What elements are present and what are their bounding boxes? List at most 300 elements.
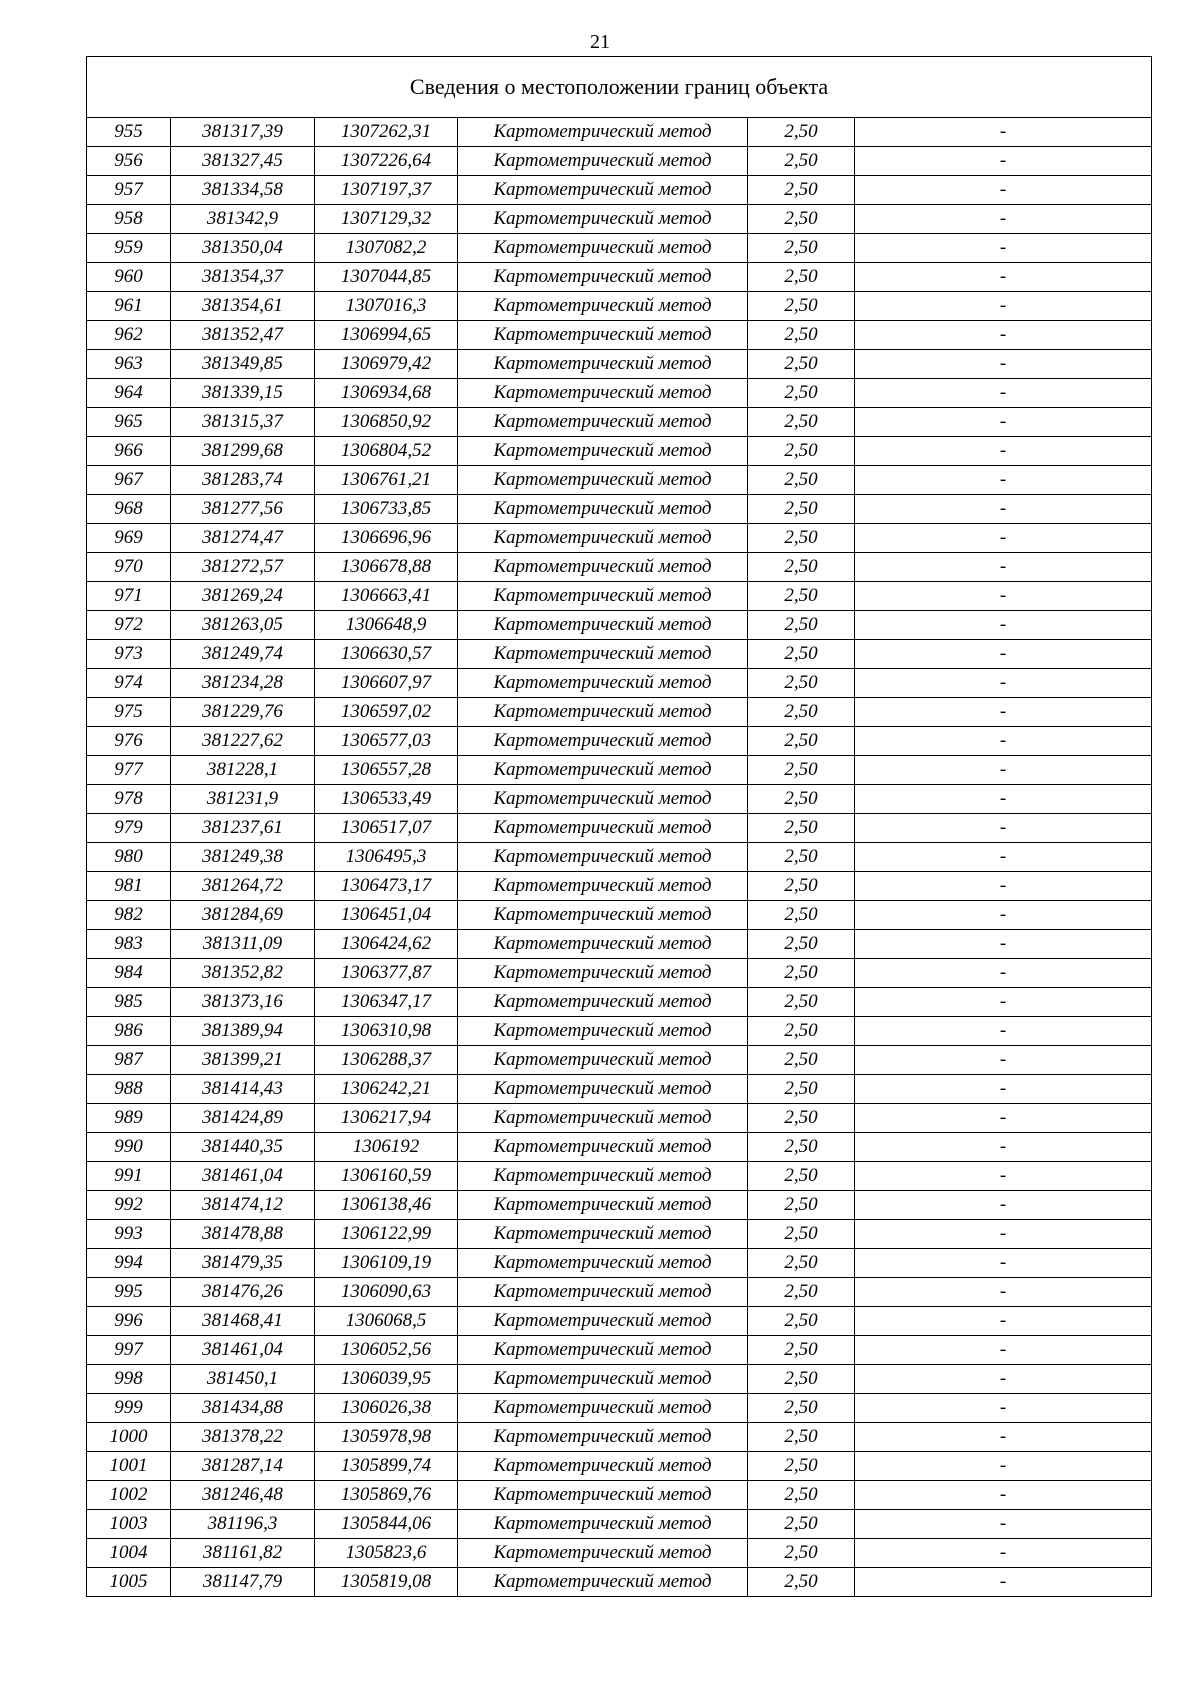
- point-number-cell: 961: [87, 292, 171, 321]
- accuracy-cell: 2,50: [748, 1278, 855, 1307]
- accuracy-cell: 2,50: [748, 1220, 855, 1249]
- x-coordinate-cell: 381311,09: [171, 930, 315, 959]
- accuracy-cell: 2,50: [748, 669, 855, 698]
- x-coordinate-cell: 381249,74: [171, 640, 315, 669]
- table-row: [87, 611, 1152, 640]
- point-number-cell: 996: [87, 1307, 171, 1336]
- table-row: [87, 1394, 1152, 1423]
- method-cell: Картометрический метод: [458, 1278, 748, 1307]
- description-cell: -: [855, 1394, 1152, 1423]
- y-coordinate-cell: 1305899,74: [315, 1452, 458, 1481]
- table-row: [87, 930, 1152, 959]
- x-coordinate-cell: 381352,47: [171, 321, 315, 350]
- point-number-cell: 958: [87, 205, 171, 234]
- method-cell: Картометрический метод: [458, 843, 748, 872]
- point-number-cell: 978: [87, 785, 171, 814]
- x-coordinate-cell: 381246,48: [171, 1481, 315, 1510]
- description-cell: -: [855, 553, 1152, 582]
- description-cell: -: [855, 756, 1152, 785]
- method-cell: Картометрический метод: [458, 930, 748, 959]
- table-row: [87, 1336, 1152, 1365]
- x-coordinate-cell: 381339,15: [171, 379, 315, 408]
- method-cell: Картометрический метод: [458, 437, 748, 466]
- description-cell: -: [855, 930, 1152, 959]
- description-cell: -: [855, 582, 1152, 611]
- x-coordinate-cell: 381389,94: [171, 1017, 315, 1046]
- table-row: [87, 1017, 1152, 1046]
- accuracy-cell: 2,50: [748, 1510, 855, 1539]
- x-coordinate-cell: 381478,88: [171, 1220, 315, 1249]
- y-coordinate-cell: 1306451,04: [315, 901, 458, 930]
- method-cell: Картометрический метод: [458, 350, 748, 379]
- method-cell: Картометрический метод: [458, 234, 748, 263]
- description-cell: -: [855, 292, 1152, 321]
- method-cell: Картометрический метод: [458, 1017, 748, 1046]
- x-coordinate-cell: 381272,57: [171, 553, 315, 582]
- x-coordinate-cell: 381334,58: [171, 176, 315, 205]
- accuracy-cell: 2,50: [748, 1191, 855, 1220]
- method-cell: Картометрический метод: [458, 959, 748, 988]
- accuracy-cell: 2,50: [748, 959, 855, 988]
- point-number-cell: 962: [87, 321, 171, 350]
- table-row: [87, 785, 1152, 814]
- description-cell: -: [855, 1249, 1152, 1278]
- description-cell: -: [855, 1075, 1152, 1104]
- table-row: [87, 843, 1152, 872]
- table-row: [87, 1510, 1152, 1539]
- y-coordinate-cell: 1305844,06: [315, 1510, 458, 1539]
- y-coordinate-cell: 1306310,98: [315, 1017, 458, 1046]
- description-cell: -: [855, 640, 1152, 669]
- table-row: [87, 959, 1152, 988]
- x-coordinate-cell: 381315,37: [171, 408, 315, 437]
- method-cell: Картометрический метод: [458, 640, 748, 669]
- point-number-cell: 987: [87, 1046, 171, 1075]
- description-cell: -: [855, 1133, 1152, 1162]
- table-row: [87, 176, 1152, 205]
- point-number-cell: 965: [87, 408, 171, 437]
- x-coordinate-cell: 381231,9: [171, 785, 315, 814]
- table-row: [87, 872, 1152, 901]
- description-cell: -: [855, 1191, 1152, 1220]
- point-number-cell: 955: [87, 118, 171, 147]
- method-cell: Картометрический метод: [458, 263, 748, 292]
- x-coordinate-cell: 381354,37: [171, 263, 315, 292]
- table-row: [87, 553, 1152, 582]
- point-number-cell: 992: [87, 1191, 171, 1220]
- x-coordinate-cell: 381327,45: [171, 147, 315, 176]
- y-coordinate-cell: 1306424,62: [315, 930, 458, 959]
- y-coordinate-cell: 1306217,94: [315, 1104, 458, 1133]
- point-number-cell: 970: [87, 553, 171, 582]
- description-cell: -: [855, 379, 1152, 408]
- point-number-cell: 969: [87, 524, 171, 553]
- accuracy-cell: 2,50: [748, 901, 855, 930]
- accuracy-cell: 2,50: [748, 1307, 855, 1336]
- table-row: [87, 1481, 1152, 1510]
- description-cell: -: [855, 1452, 1152, 1481]
- y-coordinate-cell: 1306377,87: [315, 959, 458, 988]
- point-number-cell: 999: [87, 1394, 171, 1423]
- accuracy-cell: 2,50: [748, 147, 855, 176]
- point-number-cell: 990: [87, 1133, 171, 1162]
- x-coordinate-cell: 381249,38: [171, 843, 315, 872]
- table-row: [87, 524, 1152, 553]
- description-cell: -: [855, 524, 1152, 553]
- y-coordinate-cell: 1306039,95: [315, 1365, 458, 1394]
- table-row: [87, 582, 1152, 611]
- point-number-cell: 960: [87, 263, 171, 292]
- point-number-cell: 974: [87, 669, 171, 698]
- point-number-cell: 972: [87, 611, 171, 640]
- x-coordinate-cell: 381440,35: [171, 1133, 315, 1162]
- y-coordinate-cell: 1306068,5: [315, 1307, 458, 1336]
- table-row: [87, 408, 1152, 437]
- x-coordinate-cell: 381352,82: [171, 959, 315, 988]
- point-number-cell: 983: [87, 930, 171, 959]
- y-coordinate-cell: 1307197,37: [315, 176, 458, 205]
- point-number-cell: 986: [87, 1017, 171, 1046]
- description-cell: -: [855, 408, 1152, 437]
- y-coordinate-cell: 1305978,98: [315, 1423, 458, 1452]
- y-coordinate-cell: 1306557,28: [315, 756, 458, 785]
- method-cell: Картометрический метод: [458, 1452, 748, 1481]
- method-cell: Картометрический метод: [458, 176, 748, 205]
- point-number-cell: 956: [87, 147, 171, 176]
- accuracy-cell: 2,50: [748, 205, 855, 234]
- x-coordinate-cell: 381287,14: [171, 1452, 315, 1481]
- description-cell: -: [855, 1220, 1152, 1249]
- method-cell: Картометрический метод: [458, 205, 748, 234]
- description-cell: -: [855, 118, 1152, 147]
- table-row: [87, 1423, 1152, 1452]
- table-row: [87, 727, 1152, 756]
- method-cell: Картометрический метод: [458, 1104, 748, 1133]
- y-coordinate-cell: 1306994,65: [315, 321, 458, 350]
- description-cell: -: [855, 959, 1152, 988]
- x-coordinate-cell: 381284,69: [171, 901, 315, 930]
- description-cell: -: [855, 872, 1152, 901]
- x-coordinate-cell: 381350,04: [171, 234, 315, 263]
- accuracy-cell: 2,50: [748, 263, 855, 292]
- accuracy-cell: 2,50: [748, 640, 855, 669]
- point-number-cell: 993: [87, 1220, 171, 1249]
- x-coordinate-cell: 381161,82: [171, 1539, 315, 1568]
- method-cell: Картометрический метод: [458, 1220, 748, 1249]
- accuracy-cell: 2,50: [748, 785, 855, 814]
- point-number-cell: 998: [87, 1365, 171, 1394]
- description-cell: -: [855, 1568, 1152, 1597]
- y-coordinate-cell: 1306192: [315, 1133, 458, 1162]
- description-cell: -: [855, 1365, 1152, 1394]
- method-cell: Картометрический метод: [458, 495, 748, 524]
- point-number-cell: 979: [87, 814, 171, 843]
- point-number-cell: 973: [87, 640, 171, 669]
- description-cell: -: [855, 1539, 1152, 1568]
- method-cell: Картометрический метод: [458, 466, 748, 495]
- method-cell: Картометрический метод: [458, 756, 748, 785]
- table-row: [87, 1191, 1152, 1220]
- method-cell: Картометрический метод: [458, 1307, 748, 1336]
- x-coordinate-cell: 381424,89: [171, 1104, 315, 1133]
- point-number-cell: 971: [87, 582, 171, 611]
- accuracy-cell: 2,50: [748, 524, 855, 553]
- table-row: [87, 1162, 1152, 1191]
- method-cell: Картометрический метод: [458, 814, 748, 843]
- point-number-cell: 1002: [87, 1481, 171, 1510]
- table-row: [87, 466, 1152, 495]
- description-cell: -: [855, 147, 1152, 176]
- x-coordinate-cell: 381349,85: [171, 350, 315, 379]
- y-coordinate-cell: 1306090,63: [315, 1278, 458, 1307]
- point-number-cell: 1004: [87, 1539, 171, 1568]
- table-row: [87, 1278, 1152, 1307]
- y-coordinate-cell: 1307262,31: [315, 118, 458, 147]
- accuracy-cell: 2,50: [748, 466, 855, 495]
- accuracy-cell: 2,50: [748, 843, 855, 872]
- accuracy-cell: 2,50: [748, 118, 855, 147]
- y-coordinate-cell: 1306648,9: [315, 611, 458, 640]
- method-cell: Картометрический метод: [458, 524, 748, 553]
- x-coordinate-cell: 381461,04: [171, 1162, 315, 1191]
- y-coordinate-cell: 1306026,38: [315, 1394, 458, 1423]
- y-coordinate-cell: 1306850,92: [315, 408, 458, 437]
- x-coordinate-cell: 381414,43: [171, 1075, 315, 1104]
- x-coordinate-cell: 381283,74: [171, 466, 315, 495]
- point-number-cell: 968: [87, 495, 171, 524]
- x-coordinate-cell: 381228,1: [171, 756, 315, 785]
- method-cell: Картометрический метод: [458, 785, 748, 814]
- x-coordinate-cell: 381476,26: [171, 1278, 315, 1307]
- accuracy-cell: 2,50: [748, 1423, 855, 1452]
- table-row: [87, 321, 1152, 350]
- accuracy-cell: 2,50: [748, 437, 855, 466]
- y-coordinate-cell: 1306804,52: [315, 437, 458, 466]
- description-cell: -: [855, 785, 1152, 814]
- point-number-cell: 989: [87, 1104, 171, 1133]
- method-cell: Картометрический метод: [458, 1162, 748, 1191]
- y-coordinate-cell: 1306495,3: [315, 843, 458, 872]
- accuracy-cell: 2,50: [748, 234, 855, 263]
- table-row: [87, 640, 1152, 669]
- accuracy-cell: 2,50: [748, 1568, 855, 1597]
- accuracy-cell: 2,50: [748, 350, 855, 379]
- y-coordinate-cell: 1307129,32: [315, 205, 458, 234]
- y-coordinate-cell: 1307016,3: [315, 292, 458, 321]
- method-cell: Картометрический метод: [458, 1423, 748, 1452]
- description-cell: -: [855, 350, 1152, 379]
- method-cell: Картометрический метод: [458, 872, 748, 901]
- method-cell: Картометрический метод: [458, 1365, 748, 1394]
- description-cell: -: [855, 698, 1152, 727]
- method-cell: Картометрический метод: [458, 698, 748, 727]
- description-cell: -: [855, 1046, 1152, 1075]
- point-number-cell: 994: [87, 1249, 171, 1278]
- description-cell: -: [855, 263, 1152, 292]
- x-coordinate-cell: 381299,68: [171, 437, 315, 466]
- x-coordinate-cell: 381277,56: [171, 495, 315, 524]
- point-number-cell: 997: [87, 1336, 171, 1365]
- y-coordinate-cell: 1306678,88: [315, 553, 458, 582]
- y-coordinate-cell: 1305819,08: [315, 1568, 458, 1597]
- table-row: [87, 263, 1152, 292]
- method-cell: Картометрический метод: [458, 901, 748, 930]
- x-coordinate-cell: 381196,3: [171, 1510, 315, 1539]
- method-cell: Картометрический метод: [458, 1481, 748, 1510]
- table-row: [87, 756, 1152, 785]
- table-row: [87, 1307, 1152, 1336]
- point-number-cell: 967: [87, 466, 171, 495]
- y-coordinate-cell: 1305823,6: [315, 1539, 458, 1568]
- point-number-cell: 976: [87, 727, 171, 756]
- point-number-cell: 977: [87, 756, 171, 785]
- point-number-cell: 988: [87, 1075, 171, 1104]
- method-cell: Картометрический метод: [458, 553, 748, 582]
- table-row: [87, 1249, 1152, 1278]
- accuracy-cell: 2,50: [748, 756, 855, 785]
- table-row: [87, 669, 1152, 698]
- accuracy-cell: 2,50: [748, 1162, 855, 1191]
- point-number-cell: 995: [87, 1278, 171, 1307]
- accuracy-cell: 2,50: [748, 698, 855, 727]
- description-cell: -: [855, 727, 1152, 756]
- accuracy-cell: 2,50: [748, 1539, 855, 1568]
- table-row: [87, 901, 1152, 930]
- y-coordinate-cell: 1306934,68: [315, 379, 458, 408]
- accuracy-cell: 2,50: [748, 1104, 855, 1133]
- y-coordinate-cell: 1307044,85: [315, 263, 458, 292]
- point-number-cell: 957: [87, 176, 171, 205]
- method-cell: Картометрический метод: [458, 1510, 748, 1539]
- description-cell: -: [855, 1017, 1152, 1046]
- description-cell: -: [855, 1336, 1152, 1365]
- y-coordinate-cell: 1305869,76: [315, 1481, 458, 1510]
- table-row: [87, 1075, 1152, 1104]
- point-number-cell: 1001: [87, 1452, 171, 1481]
- accuracy-cell: 2,50: [748, 1394, 855, 1423]
- table-row: [87, 379, 1152, 408]
- table-row: [87, 1046, 1152, 1075]
- point-number-cell: 1005: [87, 1568, 171, 1597]
- boundary-coordinates-table: [86, 56, 1152, 1597]
- description-cell: -: [855, 988, 1152, 1017]
- method-cell: Картометрический метод: [458, 1568, 748, 1597]
- accuracy-cell: 2,50: [748, 1133, 855, 1162]
- accuracy-cell: 2,50: [748, 176, 855, 205]
- table-row: [87, 698, 1152, 727]
- y-coordinate-cell: 1306696,96: [315, 524, 458, 553]
- y-coordinate-cell: 1306663,41: [315, 582, 458, 611]
- method-cell: Картометрический метод: [458, 1249, 748, 1278]
- accuracy-cell: 2,50: [748, 553, 855, 582]
- accuracy-cell: 2,50: [748, 379, 855, 408]
- y-coordinate-cell: 1306577,03: [315, 727, 458, 756]
- method-cell: Картометрический метод: [458, 147, 748, 176]
- method-cell: Картометрический метод: [458, 292, 748, 321]
- description-cell: -: [855, 669, 1152, 698]
- x-coordinate-cell: 381450,1: [171, 1365, 315, 1394]
- point-number-cell: 1000: [87, 1423, 171, 1452]
- method-cell: Картометрический метод: [458, 321, 748, 350]
- y-coordinate-cell: 1306607,97: [315, 669, 458, 698]
- y-coordinate-cell: 1306160,59: [315, 1162, 458, 1191]
- y-coordinate-cell: 1306979,42: [315, 350, 458, 379]
- description-cell: -: [855, 1510, 1152, 1539]
- accuracy-cell: 2,50: [748, 611, 855, 640]
- method-cell: Картометрический метод: [458, 1394, 748, 1423]
- accuracy-cell: 2,50: [748, 814, 855, 843]
- x-coordinate-cell: 381354,61: [171, 292, 315, 321]
- x-coordinate-cell: 381264,72: [171, 872, 315, 901]
- y-coordinate-cell: 1306733,85: [315, 495, 458, 524]
- method-cell: Картометрический метод: [458, 1191, 748, 1220]
- description-cell: -: [855, 495, 1152, 524]
- description-cell: -: [855, 205, 1152, 234]
- y-coordinate-cell: 1307082,2: [315, 234, 458, 263]
- y-coordinate-cell: 1306347,17: [315, 988, 458, 1017]
- table-row: [87, 1220, 1152, 1249]
- x-coordinate-cell: 381237,61: [171, 814, 315, 843]
- method-cell: Картометрический метод: [458, 582, 748, 611]
- y-coordinate-cell: 1306517,07: [315, 814, 458, 843]
- table-row: [87, 1568, 1152, 1597]
- x-coordinate-cell: 381468,41: [171, 1307, 315, 1336]
- accuracy-cell: 2,50: [748, 321, 855, 350]
- description-cell: -: [855, 1104, 1152, 1133]
- table-title-row: [87, 57, 1152, 118]
- description-cell: -: [855, 611, 1152, 640]
- table-row: [87, 1104, 1152, 1133]
- x-coordinate-cell: 381274,47: [171, 524, 315, 553]
- x-coordinate-cell: 381378,22: [171, 1423, 315, 1452]
- point-number-cell: 991: [87, 1162, 171, 1191]
- description-cell: -: [855, 1162, 1152, 1191]
- table-row: [87, 1452, 1152, 1481]
- x-coordinate-cell: 381263,05: [171, 611, 315, 640]
- description-cell: -: [855, 437, 1152, 466]
- accuracy-cell: 2,50: [748, 1365, 855, 1394]
- point-number-cell: 959: [87, 234, 171, 263]
- table-row: [87, 234, 1152, 263]
- method-cell: Картометрический метод: [458, 988, 748, 1017]
- table-title: Сведения о местоположении границ объекта: [87, 57, 1152, 118]
- y-coordinate-cell: 1307226,64: [315, 147, 458, 176]
- accuracy-cell: 2,50: [748, 727, 855, 756]
- table-row: [87, 1539, 1152, 1568]
- table-row: [87, 350, 1152, 379]
- method-cell: Картометрический метод: [458, 1539, 748, 1568]
- method-cell: Картометрический метод: [458, 1133, 748, 1162]
- table-row: [87, 814, 1152, 843]
- accuracy-cell: 2,50: [748, 988, 855, 1017]
- table-row: [87, 437, 1152, 466]
- point-number-cell: 975: [87, 698, 171, 727]
- method-cell: Картометрический метод: [458, 118, 748, 147]
- accuracy-cell: 2,50: [748, 1249, 855, 1278]
- y-coordinate-cell: 1306288,37: [315, 1046, 458, 1075]
- accuracy-cell: 2,50: [748, 408, 855, 437]
- accuracy-cell: 2,50: [748, 930, 855, 959]
- description-cell: -: [855, 321, 1152, 350]
- x-coordinate-cell: 381229,76: [171, 698, 315, 727]
- accuracy-cell: 2,50: [748, 1481, 855, 1510]
- point-number-cell: 981: [87, 872, 171, 901]
- description-cell: -: [855, 466, 1152, 495]
- method-cell: Картометрический метод: [458, 1336, 748, 1365]
- x-coordinate-cell: 381474,12: [171, 1191, 315, 1220]
- point-number-cell: 964: [87, 379, 171, 408]
- point-number-cell: 984: [87, 959, 171, 988]
